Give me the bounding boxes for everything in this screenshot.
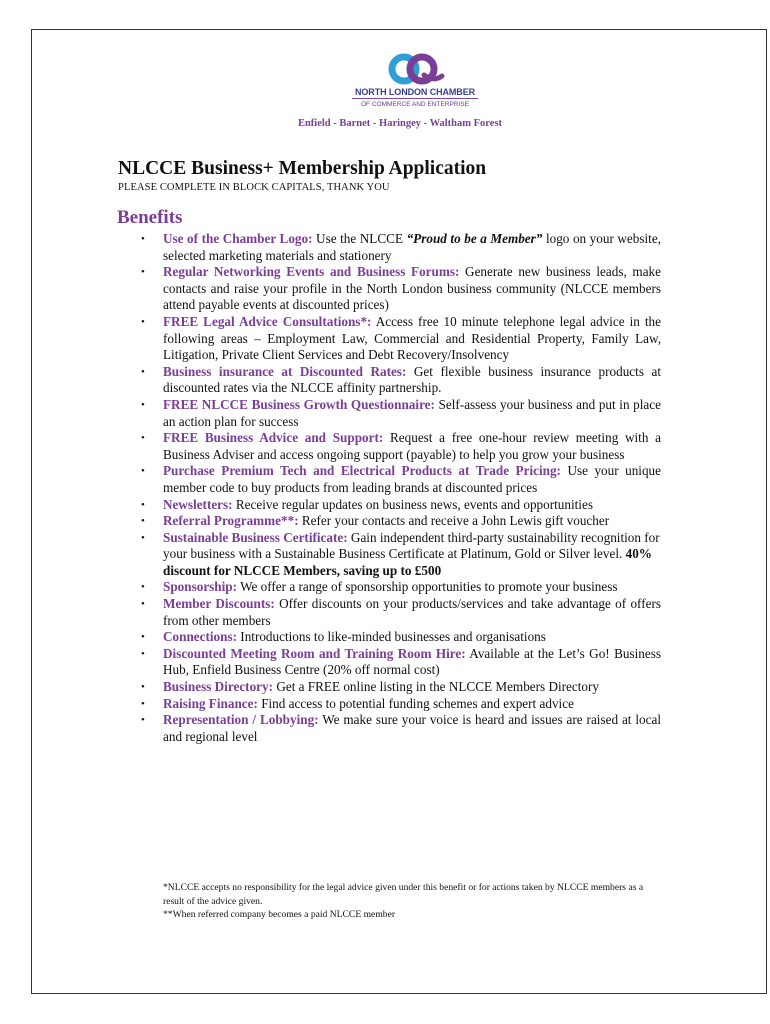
benefit-text: Self-assess your business and put in place an action plan for success (163, 396, 661, 429)
benefit-name: FREE Business Advice and Support: (163, 430, 384, 446)
benefit-item (134, 579, 661, 596)
bullet-icon: • (141, 365, 145, 378)
benefit-item (134, 430, 661, 463)
benefit-text: Use the NLCCE (312, 231, 407, 246)
benefit-item (134, 231, 661, 264)
benefit-name: Purchase Premium Tech and Electrical Products at Trade Pricing: (163, 463, 561, 479)
benefit-item (134, 712, 661, 745)
bullet-icon: • (141, 515, 145, 528)
logo-subtitle: OF COMMERCE AND ENTERPRISE (361, 101, 469, 108)
benefit-item (134, 646, 661, 679)
benefit-name: FREE Legal Advice Consultations*: (163, 313, 372, 329)
benefits-heading: Benefits (117, 207, 183, 228)
benefit-item (134, 314, 661, 364)
bullet-icon: • (141, 581, 145, 594)
bullet-icon: • (141, 315, 145, 328)
benefit-item (134, 596, 661, 629)
benefit-name: Regular Networking Events and Business Forums: (163, 264, 460, 280)
benefit-name: Connections: (163, 629, 237, 645)
benefit-name: Business Directory: (163, 679, 274, 695)
benefit-item (134, 497, 661, 514)
document-page (31, 29, 767, 994)
benefit-highlight: 40% discount for NLCCE Members, saving up to £500 (163, 546, 652, 578)
page-subtitle: PLEASE COMPLETE IN BLOCK CAPITALS, THANK YOU (118, 182, 390, 193)
benefit-item (134, 513, 661, 530)
bullet-icon: • (141, 697, 145, 710)
benefits-list (134, 231, 661, 745)
benefit-name: Referral Programme**: (163, 513, 299, 529)
benefit-text: Use your unique member code to buy products from leading brands at discounted prices (163, 463, 662, 495)
logo-divider (352, 98, 478, 99)
benefit-name: Use of the Chamber Logo: (163, 231, 313, 246)
benefit-text: Get flexible business insurance products at discounted rates via the NLCCE affinity partnership. (163, 363, 661, 396)
bullet-icon: • (141, 647, 145, 660)
benefit-item (134, 463, 661, 496)
benefit-text: Available at the Let’s Go! Business Hub, Enfield Business Centre (20% off normal cost) (163, 645, 661, 678)
benefit-item (134, 397, 661, 430)
benefit-item (134, 629, 661, 646)
benefit-text: Find access to potential funding schemes and expert advice (257, 695, 574, 711)
benefit-name: Raising Finance: (163, 695, 258, 711)
benefit-emphasis: “Proud to be a Member” (406, 231, 543, 246)
bullet-icon: • (141, 531, 145, 544)
benefit-text: Offer discounts on your products/services and take advantage of offers from other members (163, 596, 661, 628)
benefit-name: FREE NLCCE Business Growth Questionnaire: (163, 396, 435, 412)
benefit-item (134, 264, 661, 314)
benefit-text: We offer a range of sponsorship opportunities to promote your business (237, 579, 618, 595)
benefit-name: Member Discounts: (163, 596, 275, 612)
bullet-icon: • (141, 681, 145, 694)
bullet-icon: • (141, 398, 145, 411)
benefit-item (134, 364, 661, 397)
benefit-name: Sponsorship: (163, 579, 238, 595)
bullet-icon: • (141, 598, 145, 611)
footnotes (163, 881, 663, 922)
benefit-name: Newsletters: (163, 496, 233, 512)
bullet-icon: • (141, 714, 145, 727)
bullet-icon: • (141, 266, 145, 279)
benefit-item (134, 696, 661, 713)
benefit-text: Get a FREE online listing in the NLCCE Members Directory (273, 679, 599, 695)
benefit-text: Introductions to like-minded businesses and organisations (237, 629, 546, 645)
coverage-areas: Enfield - Barnet - Haringey - Waltham Forest (297, 118, 503, 129)
bullet-icon: • (141, 233, 145, 245)
benefit-text: Refer your contacts and receive a John Lewis gift voucher (298, 513, 610, 529)
benefit-text: logo on your website, selected marketing materials and stationery (163, 231, 661, 263)
bullet-icon: • (141, 465, 145, 478)
logo-title: NORTH LONDON CHAMBER (355, 87, 475, 97)
benefit-text: Receive regular updates on business news, events and opportunities (232, 496, 593, 512)
benefit-item (134, 679, 661, 696)
benefit-text: We make sure your voice is heard and issues are raised at local and regional level (163, 712, 661, 744)
bullet-icon: • (141, 432, 145, 445)
benefit-name: Sustainable Business Certificate: (163, 529, 348, 545)
benefit-text: Request a free one-hour review meeting with a Business Adviser and access ongoing support (payable) to help you grow your business (163, 430, 661, 462)
benefit-item (134, 530, 661, 580)
footnote-legal: *NLCCE accepts no responsibility for the legal advice given under this benefit or for actions taken by NLCCE members as a result of the advice given. (163, 882, 644, 907)
logo-rings-icon (384, 50, 446, 86)
benefit-text: Generate new business leads, make contacts and raise your profile in the North London business community (NLCCE members attend payable events at discounted prices) (163, 264, 661, 313)
bullet-icon: • (141, 631, 145, 644)
benefit-name: Representation / Lobbying: (163, 712, 319, 728)
page-title: NLCCE Business+ Membership Application (118, 158, 487, 179)
benefit-text: Gain independent third-party sustainability recognition for your business with a Sustainable Business Certificate at Platinum, Gold or Silver level. (163, 529, 660, 562)
footnote-referral: **When referred company becomes a paid NLCCE member (163, 909, 396, 920)
benefit-name: Discounted Meeting Room and Training Room Hire: (163, 645, 466, 661)
benefit-text: Access free 10 minute telephone legal advice in the following areas – Employment Law, Commercial and Residential Property, Family Law, Litigation, Private Client Services and Debt Recovery/Insolvency (163, 313, 662, 363)
bullet-icon: • (141, 498, 145, 511)
benefit-name: Business insurance at Discounted Rates: (163, 363, 407, 379)
